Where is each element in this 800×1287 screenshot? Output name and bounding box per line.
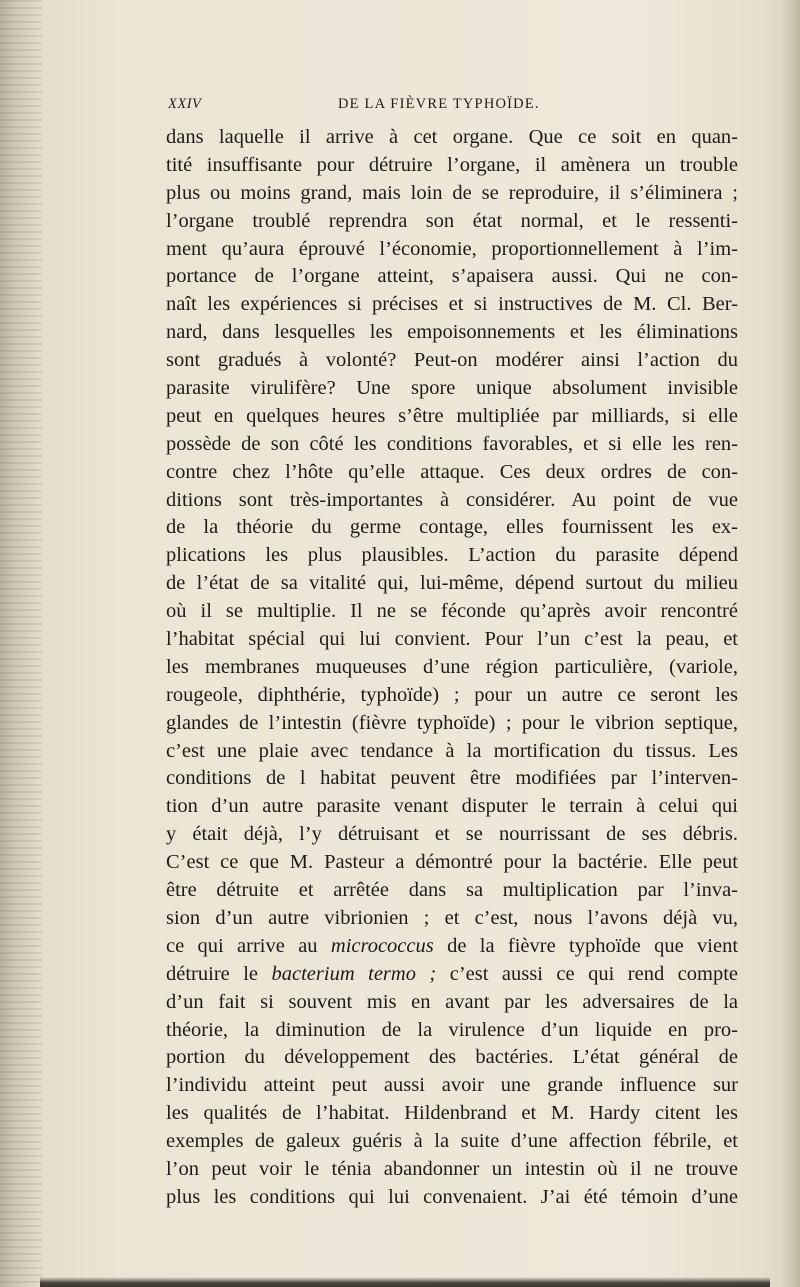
text-line: théorie, la diminution de la virulence d’un liquide en pro- (166, 1018, 738, 1041)
text-line: les membranes muqueuses d’une région particulière, (variole, (166, 655, 738, 678)
text-line: sion d’un autre vibrionien ; et c’est, nous l’avons déjà vu, (166, 906, 738, 929)
text-line: portance de l’organe atteint, s’apaisera aussi. Qui ne con- (166, 265, 738, 288)
text-line: y était déjà, l’y détruisant et se nourrissant de ses débris. (166, 823, 738, 846)
text-line: être détruite et arrêtée dans sa multiplication par l’inva- (166, 879, 738, 902)
text-line: plus les conditions qui lui convenaient. J’ai été témoin d’une (166, 1185, 738, 1208)
book-spine-shadow (0, 0, 42, 1287)
text-line: plications les plus plausibles. L’action du parasite dépend (166, 544, 738, 567)
text-line: C’est ce que M. Pasteur a démontré pour la bactérie. Elle peut (166, 851, 738, 874)
text-segment: détruire le (166, 962, 259, 985)
text-line: l’individu atteint peut aussi avoir une grande influence sur (166, 1074, 738, 1097)
text-line: l’habitat spécial qui lui convient. Pour l’un c’est la peau, et (166, 628, 738, 651)
text-line: l’on peut voir le ténia abandonner un intestin où il ne trouve (166, 1157, 738, 1180)
text-line-with-italic (166, 933, 738, 961)
text-line: rougeole, diphthérie, typhoïde) ; pour un autre ce seront les (166, 683, 738, 706)
italic-term-micrococcus: micrococcus (330, 934, 434, 957)
running-head (168, 96, 638, 116)
page-number: XXIV (168, 96, 202, 112)
text-line: dans laquelle il arrive à cet organe. Que ce soit en quan- (166, 126, 738, 148)
text-line: d’un fait si souvent mis en avant par les adversaires de la (166, 990, 738, 1013)
text-line: de la théorie du germe contage, elles fournissent les ex- (166, 516, 738, 539)
text-line: parasite virulifère? Une spore unique absolument invisible (166, 377, 738, 400)
text-line: tion d’un autre parasite venant disputer le terrain à celui qui (166, 795, 738, 818)
text-line: glandes de l’intestin (fièvre typhoïde) ; pour le vibrion septique, (166, 711, 738, 734)
text-segment: de la fièvre typhoïde que vient (447, 934, 738, 957)
text-line: de l’état de sa vitalité qui, lui-même, dépend surtout du milieu (166, 572, 738, 595)
text-line-with-italic (166, 961, 738, 989)
text-line: nard, dans lesquelles les empoisonnements et les éliminations (166, 321, 738, 344)
text-segment: c’est aussi ce qui rend compte (449, 962, 738, 985)
text-line: naît les expériences si précises et si instructives de M. Cl. Ber- (166, 293, 738, 316)
page-right-edge (782, 0, 800, 1287)
text-segment: ce qui arrive au (166, 934, 318, 957)
text-line: plus ou moins grand, mais loin de se reproduire, il s’éliminera ; (166, 181, 738, 204)
text-line: les qualités de l’habitat. Hildenbrand et M. Hardy citent les (166, 1102, 738, 1125)
italic-term-bacterium-termo: bacterium termo ; (271, 962, 437, 985)
text-line: peut en quelques heures s’être multipliée par milliards, si elle (166, 404, 738, 427)
body-text (166, 124, 738, 1212)
text-line: ment qu’aura éprouvé l’économie, proportionnellement à l’im- (166, 237, 738, 260)
text-line: portion du développement des bactéries. L’état général de (166, 1046, 738, 1069)
text-line: contre chez l’hôte qu’elle attaque. Ces deux ordres de con- (166, 460, 738, 483)
text-line: l’organe troublé reprendra son état normal, et le ressenti- (166, 209, 738, 232)
text-line: ditions sont très-importantes à considérer. Au point de vue (166, 488, 738, 511)
text-line: tité insuffisante pour détruire l’organe, il amènera un trouble (166, 153, 738, 176)
running-title: DE LA FIÈVRE TYPHOÏDE. (338, 96, 540, 112)
text-line: conditions de l habitat peuvent être modifiées par l’interven- (166, 767, 738, 790)
text-line: c’est une plaie avec tendance à la mortification du tissus. Les (166, 739, 738, 762)
text-line: exemples de galeux guéris à la suite d’une affection fébrile, et (166, 1130, 738, 1153)
text-line: possède de son côté les conditions favorables, et si elle les ren- (166, 432, 738, 455)
text-line: où il se multiplie. Il ne se féconde qu’après avoir rencontré (166, 600, 738, 623)
page-bottom-edge (40, 1277, 770, 1287)
text-line: sont gradués à volonté? Peut-on modérer ainsi l’action du (166, 349, 738, 372)
